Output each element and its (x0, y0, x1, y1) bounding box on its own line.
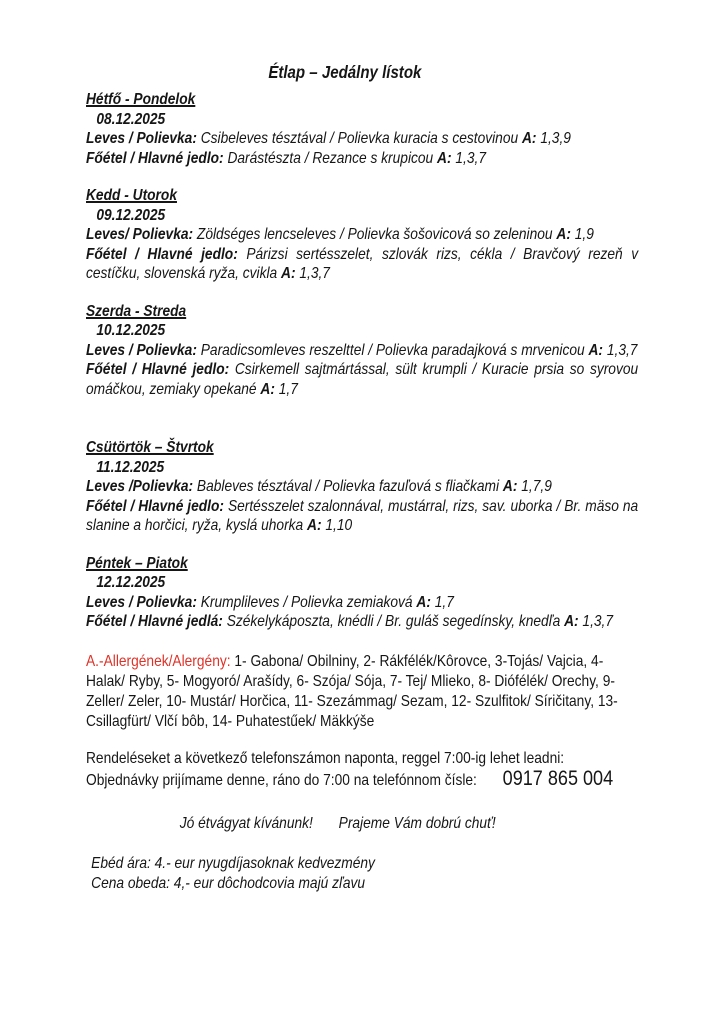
soup-line (86, 341, 638, 361)
allergen-label: A: (260, 380, 275, 398)
day-date: 11.12.2025 (96, 458, 165, 476)
day-section-friday (86, 554, 638, 632)
soup-text: Krumplileves / Polievka zemiaková (200, 593, 413, 611)
ordering-line-sk-text: Objednávky prijímame denne, ráno do 7:00 na telefónnom čísle: (86, 771, 477, 789)
main-text: Csirkemell sajtmártással, sült krumpli / Kuracie prsia so syrovou omáčkou, zemiaky opekané (86, 361, 639, 398)
allergen-label: A: (307, 517, 322, 534)
day-section-wednesday (86, 302, 638, 400)
price-info (86, 854, 638, 894)
allergen-legend-list: 1- Gabona/ Obilniny, 2- Rákfélék/Kôrovce, 3-Tojás/ Vajcia, 4- Halak/ Ryby, 5- Mogyoró/ Arašídy, 6- Szója/ Sója, 7- Tej/ Mlieko, 8- Diófélék/ Orechy, 9- Zeller/ Zeler, 10- Mustár/ Horčica, 11- Szezámmag/ Sezam, 12- Szulfitok/ Síričitany, 13- Csillagfürt/ Vlčí bôb, 14- Puhatestűek/ Mäkkýše (86, 652, 618, 730)
ordering-info (86, 749, 638, 791)
soup-label: Leves / Polievka: (86, 593, 197, 611)
soup-line (86, 129, 638, 149)
allergen-label: A: (521, 130, 537, 147)
day-header: Péntek – Piatok (86, 554, 188, 572)
soup-label: Leves /Polievka: (86, 478, 194, 495)
allergen-label: A: (502, 478, 518, 495)
day-date: 10.12.2025 (96, 322, 166, 339)
main-label: Főétel / Hlavné jedlo: (86, 361, 230, 378)
allergen-values: 1,3,7 (299, 265, 330, 282)
allergen-label: A: (556, 226, 571, 243)
main-text: Párizsi sertésszelet, szlovák rizs, cékla / Bravčový rezeň v cestíčku, slovenská ryža, cvikla (86, 245, 639, 282)
day-header: Szerda - Streda (86, 302, 187, 320)
wish-sk: Prajeme Vám dobrú chuť! (338, 814, 496, 832)
price-line-hu: Ebéd ára: 4.- eur nyugdíjasoknak kedvezmény (91, 854, 375, 872)
main-label: Főétel / Hlavné jedlo: (86, 149, 224, 167)
phone-number: 0917 865 004 (502, 766, 614, 790)
main-text: Székelykáposzta, knédli / Br. guláš segedínsky, knedľa (226, 613, 561, 630)
day-section-thursday (86, 438, 638, 536)
day-date: 08.12.2025 (96, 110, 166, 128)
day-section-monday (86, 90, 638, 168)
day-header: Hétfő - Pondelok (86, 91, 196, 108)
soup-label: Leves / Polievka: (86, 341, 197, 359)
soup-label: Leves / Polievka: (86, 130, 197, 147)
allergen-legend-label: A.-Allergének/Alergény: (86, 652, 231, 670)
allergen-values: 1,7 (278, 380, 298, 398)
allergen-label: A: (564, 613, 579, 630)
page-title: Étlap – Jedálny lístok (268, 62, 422, 82)
wish-hu: Jó étvágyat kívánunk! (179, 814, 313, 832)
allergen-values: 1,9 (574, 226, 594, 243)
allergen-label: A: (588, 341, 604, 359)
main-text: Darástészta / Rezance s krupicou (227, 149, 434, 167)
main-text: Sertésszelet szalonnával, mustárral, rizs, sav. uborka / Br. mäso na slanine a horčici, ryža, kyslá uhorka (86, 497, 639, 534)
soup-line (86, 477, 638, 497)
allergen-legend (86, 652, 638, 732)
allergen-values: 1,7,9 (521, 478, 552, 495)
main-line (86, 149, 638, 169)
allergen-label: A: (416, 593, 431, 611)
main-line (86, 245, 638, 284)
soup-line (86, 593, 638, 613)
main-line (86, 612, 638, 632)
allergen-values: 1,3,7 (582, 613, 614, 630)
day-date: 12.12.2025 (96, 574, 166, 591)
day-section-tuesday (86, 186, 638, 284)
day-header: Kedd - Utorok (86, 187, 177, 204)
wishes-line (86, 815, 638, 833)
main-label: Főétel / Hlavné jedlá: (86, 613, 223, 630)
day-header: Csütörtök – Štvrtok (86, 439, 214, 456)
soup-text: Paradicsomleves reszelttel / Polievka paradajková s mrvenicou (200, 341, 585, 359)
price-line-sk: Cena obeda: 4,- eur dôchodcovia majú zľavu (91, 874, 366, 892)
main-line (86, 497, 638, 536)
allergen-values: 1,10 (325, 517, 353, 534)
ordering-line-sk (86, 766, 638, 791)
allergen-label: A: (437, 149, 452, 167)
allergen-values: 1,3,7 (455, 149, 486, 167)
soup-line (86, 225, 638, 245)
soup-label: Leves/ Polievka: (86, 226, 194, 243)
allergen-values: 1,3,7 (606, 341, 638, 359)
main-line (86, 360, 638, 399)
soup-text: Csibeleves tésztával / Polievka kuracia s cestovinou (200, 130, 519, 147)
allergen-label: A: (281, 265, 296, 282)
page-content (0, 60, 724, 894)
soup-text: Zöldséges lencseleves / Polievka šošovicová so zeleninou (196, 226, 553, 243)
main-label: Főétel / Hlavné jedlo: (86, 497, 224, 515)
ordering-line-hu: Rendeléseket a következő telefonszámon naponta, reggel 7:00-ig lehet leadni: (86, 749, 565, 767)
allergen-values: 1,3,9 (540, 130, 571, 147)
day-date: 09.12.2025 (96, 206, 166, 224)
soup-text: Bableves tésztával / Polievka fazuľová s fliačkami (196, 478, 500, 495)
allergen-values: 1,7 (434, 593, 454, 611)
menu-block (86, 60, 638, 632)
main-label: Főétel / Hlavné jedlo: (86, 245, 238, 263)
